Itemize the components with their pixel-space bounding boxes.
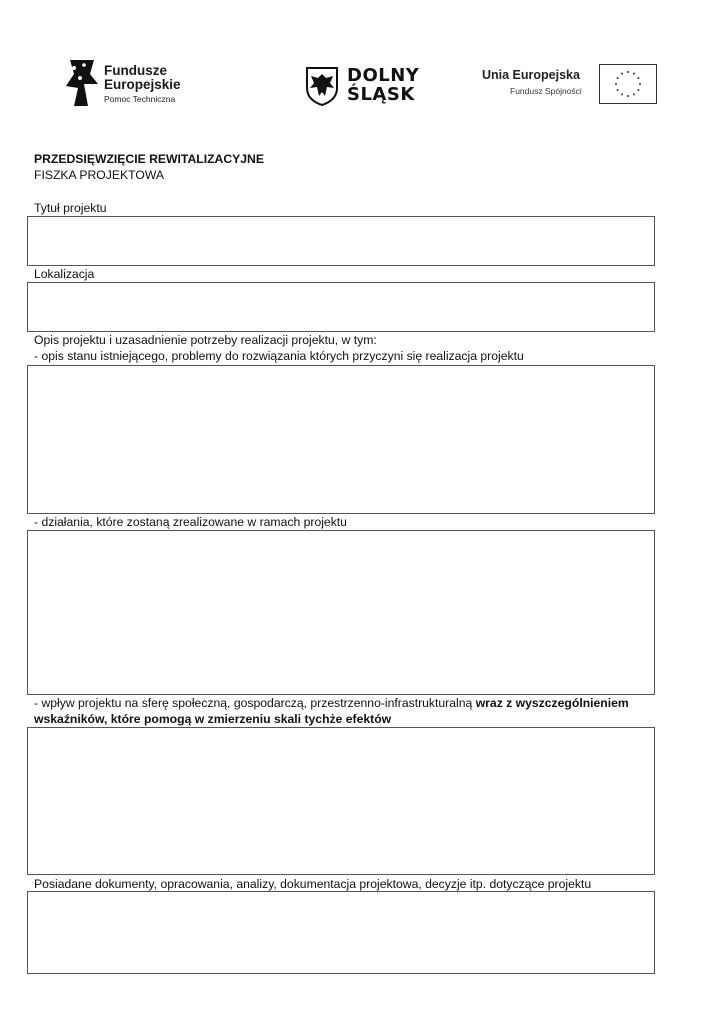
field-box-activities[interactable]: [27, 530, 655, 695]
field-label-location: Lokalizacja: [34, 267, 95, 281]
field-label-current-state: - opis stanu istniejącego, problemy do rozwiązania których przyczyni się realizacja projektu: [34, 349, 524, 363]
fe-line1: Fundusze: [104, 63, 167, 78]
unia-europejska-logo: [482, 64, 660, 108]
document-title: PRZEDSIĘWZIĘCIE REWITALIZACYJNE: [34, 152, 264, 166]
fundusze-europejskie-logo: [64, 56, 214, 112]
eu-flag-icon: [599, 64, 657, 104]
document-subtitle: FISZKA PROJEKTOWA: [34, 168, 165, 182]
field-box-impact[interactable]: [27, 727, 655, 875]
field-box-location[interactable]: [27, 282, 655, 332]
eagle-shield-icon: [305, 66, 339, 106]
field-box-title[interactable]: [27, 216, 655, 266]
fe-line2: Europejskie: [104, 77, 181, 92]
field-label-activities: - działania, które zostaną zrealizowane w ramach projektu: [34, 515, 347, 529]
field-box-documents[interactable]: [27, 891, 655, 974]
fe-line3: Pomoc Techniczna: [104, 94, 176, 104]
fundusze-europejskie-emblem-icon: [64, 56, 100, 110]
field-label-impact-line1: [34, 695, 629, 711]
impact-text-normal: - wpływ projektu na sferę społeczną, gospodarczą, przestrzenno-infrastrukturalną: [34, 696, 473, 710]
ds-line1: DOLNY: [347, 65, 420, 86]
ds-line2: ŚLĄSK: [347, 84, 415, 105]
impact-text-bold-2: wskaźników, które pomogą w zmierzeniu skali tychże efektów: [34, 712, 392, 726]
field-label-title: Tytuł projektu: [34, 201, 107, 215]
field-label-documents: Posiadane dokumenty, opracowania, analizy, dokumentacja projektowa, decyzje itp. dotyczące projektu: [34, 877, 592, 891]
ue-title: Unia Europejska: [482, 68, 580, 82]
dolny-slask-logo: [305, 64, 435, 110]
ue-subtitle: Fundusz Spójności: [510, 86, 582, 96]
impact-text-bold-1: wraz z wyszczególnieniem: [475, 696, 629, 710]
field-box-current-state[interactable]: [27, 365, 655, 514]
field-label-description-intro: Opis projektu i uzasadnienie potrzeby realizacji projektu, w tym:: [34, 333, 377, 347]
